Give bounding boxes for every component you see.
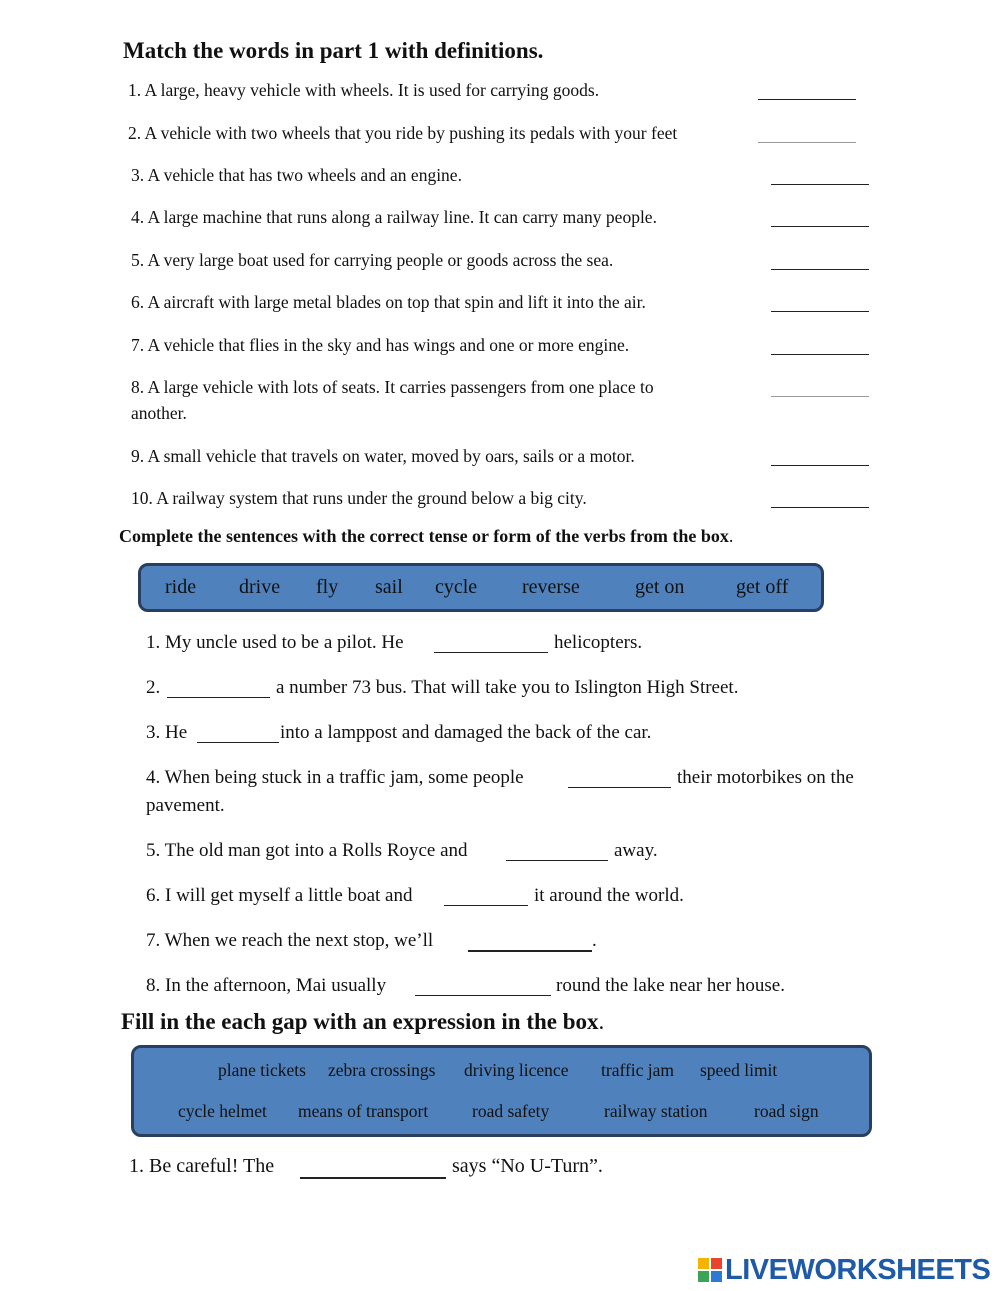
definition-4: 4. A large machine that runs along a railway line. It can carry many people. (131, 207, 657, 227)
part3-title: Fill in the each gap with an expression in the box. (121, 1009, 605, 1034)
sentence-3-blank[interactable] (197, 742, 279, 743)
verb-sail: sail (375, 576, 403, 598)
expr-road-sign: road sign (754, 1101, 819, 1121)
verb-box (138, 563, 824, 612)
definition-7: 7. A vehicle that flies in the sky and has wings and one or more engine. (131, 335, 630, 355)
answer-blank-1[interactable] (758, 99, 856, 100)
expr-plane-tickets: plane tickets (218, 1060, 306, 1080)
part3-sentence-1-start: 1. Be careful! The (129, 1155, 275, 1177)
sentence-5-start: 5. The old man got into a Rolls Royce and (146, 840, 468, 861)
expr-means-of-transport: means of transport (298, 1101, 429, 1121)
sentence-6-end: it around the world. (534, 885, 684, 906)
sentence-3-start: 3. He (146, 722, 188, 743)
sentence-1-blank[interactable] (434, 652, 548, 653)
expr-zebra-crossings: zebra crossings (328, 1060, 436, 1080)
verb-fly: fly (316, 576, 339, 598)
verb-ride: ride (165, 576, 197, 598)
verb-reverse: reverse (522, 576, 580, 598)
expression-box (131, 1045, 872, 1137)
definition-8-line2: another. (131, 403, 187, 423)
part1-title: Match the words in part 1 with definitions. (123, 38, 544, 63)
sentence-2-end: a number 73 bus. That will take you to Islington High Street. (276, 677, 739, 698)
definition-3: 3. A vehicle that has two wheels and an engine. (131, 165, 462, 185)
answer-blank-7[interactable] (771, 354, 869, 355)
expr-speed-limit: speed limit (700, 1060, 778, 1080)
sentence-7-start: 7. When we reach the next stop, we’ll (146, 930, 434, 951)
liveworksheets-logo-text[interactable]: LIVEWORKSHEETS (725, 1254, 991, 1286)
sentence-2-start: 2. (146, 677, 161, 698)
sentence-3-end: into a lamppost and damaged the back of the car. (280, 722, 652, 743)
expr-traffic-jam: traffic jam (601, 1060, 675, 1080)
sentence-7-blank[interactable] (468, 950, 592, 952)
verb-get-on: get on (635, 576, 685, 598)
sentence-4-line2: pavement. (146, 795, 225, 816)
sentence-8-blank[interactable] (415, 995, 551, 996)
sentence-8-end: round the lake near her house. (556, 975, 785, 996)
sentence-1-start: 1. My uncle used to be a pilot. He (146, 632, 404, 653)
sentence-4-end: their motorbikes on the (677, 767, 854, 788)
answer-blank-5[interactable] (771, 269, 869, 270)
sentence-4-blank[interactable] (568, 787, 671, 788)
sentence-7-end: . (592, 930, 597, 951)
answer-blank-9[interactable] (771, 465, 869, 466)
definition-9: 9. A small vehicle that travels on water, moved by oars, sails or a motor. (131, 446, 635, 466)
answer-blank-3[interactable] (771, 184, 869, 185)
liveworksheets-logo-icon (698, 1258, 722, 1282)
part3-sentence-1-blank[interactable] (300, 1177, 446, 1179)
answer-blank-10[interactable] (771, 507, 869, 508)
sentence-4-start: 4. When being stuck in a traffic jam, some people (146, 767, 524, 788)
part3-sentence-1-end: says “No U-Turn”. (452, 1155, 603, 1177)
expr-driving-licence: driving licence (464, 1060, 569, 1080)
verb-get-off: get off (736, 576, 789, 598)
definition-10: 10. A railway system that runs under the ground below a big city. (131, 488, 587, 508)
verb-cycle: cycle (435, 576, 478, 598)
verb-drive: drive (239, 576, 281, 598)
definition-8: 8. A large vehicle with lots of seats. It carries passengers from one place to (131, 377, 654, 397)
sentence-5-blank[interactable] (506, 860, 608, 861)
answer-blank-6[interactable] (771, 311, 869, 312)
sentence-1-end: helicopters. (554, 632, 643, 653)
sentence-6-start: 6. I will get myself a little boat and (146, 885, 413, 906)
definition-1: 1. A large, heavy vehicle with wheels. It is used for carrying goods. (128, 80, 600, 100)
expr-road-safety: road safety (472, 1101, 550, 1121)
definition-6: 6. A aircraft with large metal blades on top that spin and lift it into the air. (131, 292, 646, 312)
answer-blank-2[interactable] (758, 142, 856, 143)
sentence-8-start: 8. In the afternoon, Mai usually (146, 975, 387, 996)
answer-blank-8[interactable] (771, 396, 869, 397)
sentence-5-end: away. (614, 840, 658, 861)
sentence-2-blank[interactable] (167, 697, 270, 698)
sentence-6-blank[interactable] (444, 905, 528, 906)
expr-cycle-helmet: cycle helmet (178, 1101, 267, 1121)
definition-2: 2. A vehicle with two wheels that you ride by pushing its pedals with your feet (128, 123, 678, 143)
definition-5: 5. A very large boat used for carrying people or goods across the sea. (131, 250, 614, 270)
part2-title: Complete the sentences with the correct tense or form of the verbs from the box. (119, 526, 734, 546)
expr-railway-station: railway station (604, 1101, 708, 1121)
answer-blank-4[interactable] (771, 226, 869, 227)
